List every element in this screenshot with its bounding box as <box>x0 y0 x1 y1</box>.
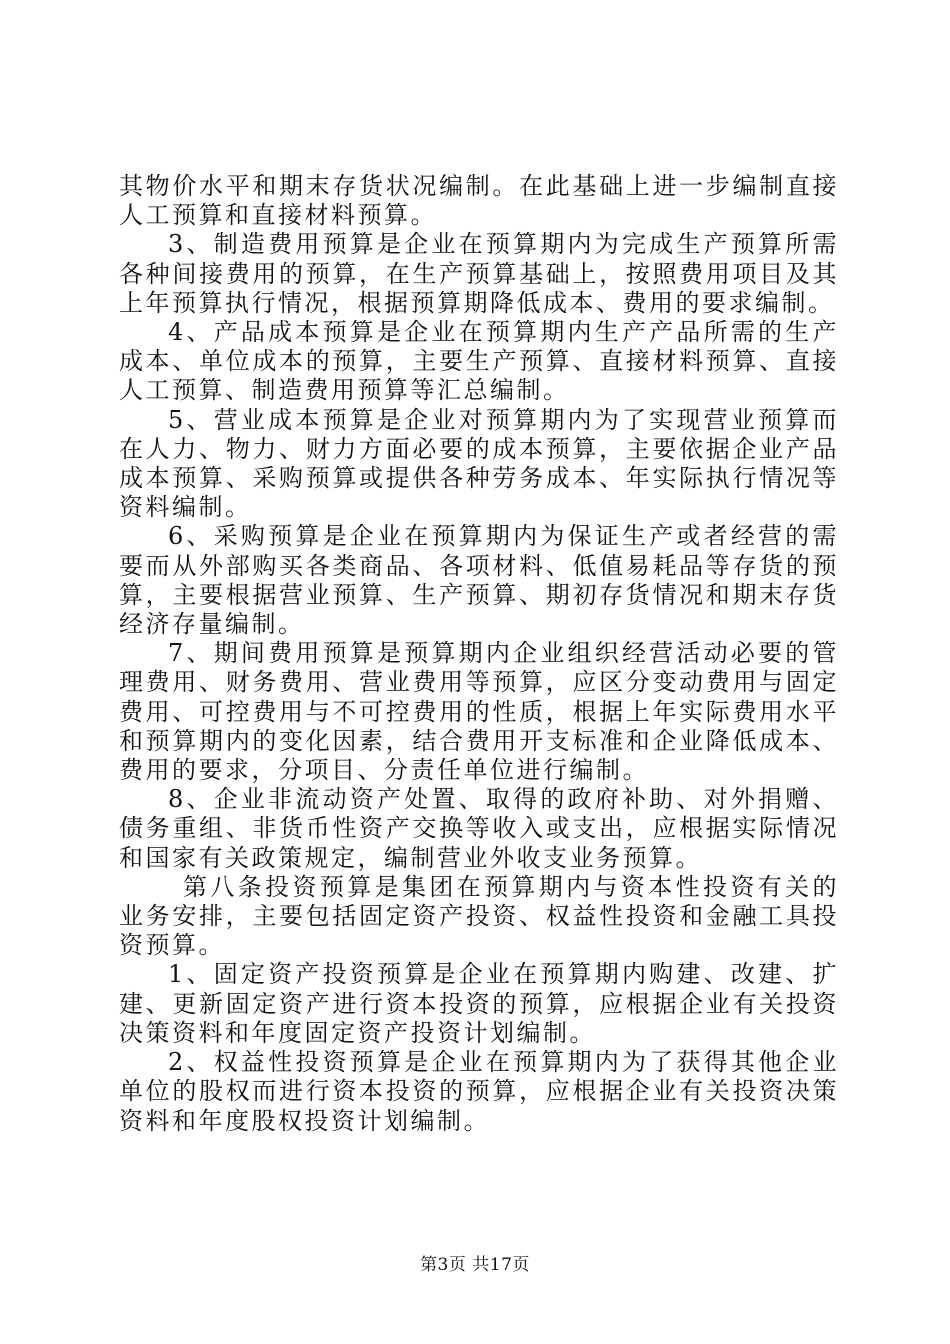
paragraph-manufacturing-overhead-budget: 3、制造费用预算是企业在预算期内为完成生产预算所需各种间接费用的预算，在生产预算基础上，按照费用项目及其上年预算执行情况，根据预算期降低成本、费用的要求编制。 <box>119 230 839 317</box>
page-number-footer: 第3页 共17页 <box>420 1255 530 1275</box>
paragraph-article-eight-investment-budget: 第八条投资预算是集团在预算期内与资本性投资有关的业务安排，主要包括固定资产投资、权益性投资和金融工具投资预算。 <box>119 872 839 960</box>
paragraph-procurement-budget: 6、采购预算是企业在预算期内为保证生产或者经营的需要而从外部购买各类商品、各项材料、低值易耗品等存货的预算，主要根据营业预算、生产预算、期初存货情况和期末存货经济存量编制。 <box>119 522 839 639</box>
paragraph-continuation: 其物价水平和期末存货状况编制。在此基础上进一步编制直接人工预算和直接材料预算。 <box>119 172 839 230</box>
document-body <box>119 172 839 1136</box>
paragraph-non-operating-budget: 8、企业非流动资产处置、取得的政府补助、对外捐赠、债务重组、非货币性资产交换等收入或支出，应根据实际情况和国家有关政策规定，编制营业外收支业务预算。 <box>119 785 839 872</box>
paragraph-operating-cost-budget: 5、营业成本预算是企业对预算期内为了实现营业预算而在人力、物力、财力方面必要的成本预算，主要依据企业产品成本预算、采购预算或提供各种劳务成本、年实际执行情况等资料编制。 <box>119 405 839 522</box>
paragraph-product-cost-budget: 4、产品成本预算是企业在预算期内生产产品所需的生产成本、单位成本的预算，主要生产预算、直接材料预算、直接人工预算、制造费用预算等汇总编制。 <box>119 318 839 405</box>
paragraph-fixed-asset-investment-budget: 1、固定资产投资预算是企业在预算期内购建、改建、扩建、更新固定资产进行资本投资的预算，应根据企业有关投资决策资料和年度固定资产投资计划编制。 <box>119 960 839 1047</box>
paragraph-equity-investment-budget: 2、权益性投资预算是企业在预算期内为了获得其他企业单位的股权而进行资本投资的预算，应根据企业有关投资决策资料和年度股权投资计划编制。 <box>119 1048 839 1135</box>
paragraph-period-expense-budget: 7、期间费用预算是预算期内企业组织经营活动必要的管理费用、财务费用、营业费用等预算，应区分变动费用与固定费用、可控费用与不可控费用的性质，根据上年实际费用水平和预算期内的变化因素，结合费用开支标准和企业降低成本、费用的要求，分项目、分责任单位进行编制。 <box>119 639 839 785</box>
